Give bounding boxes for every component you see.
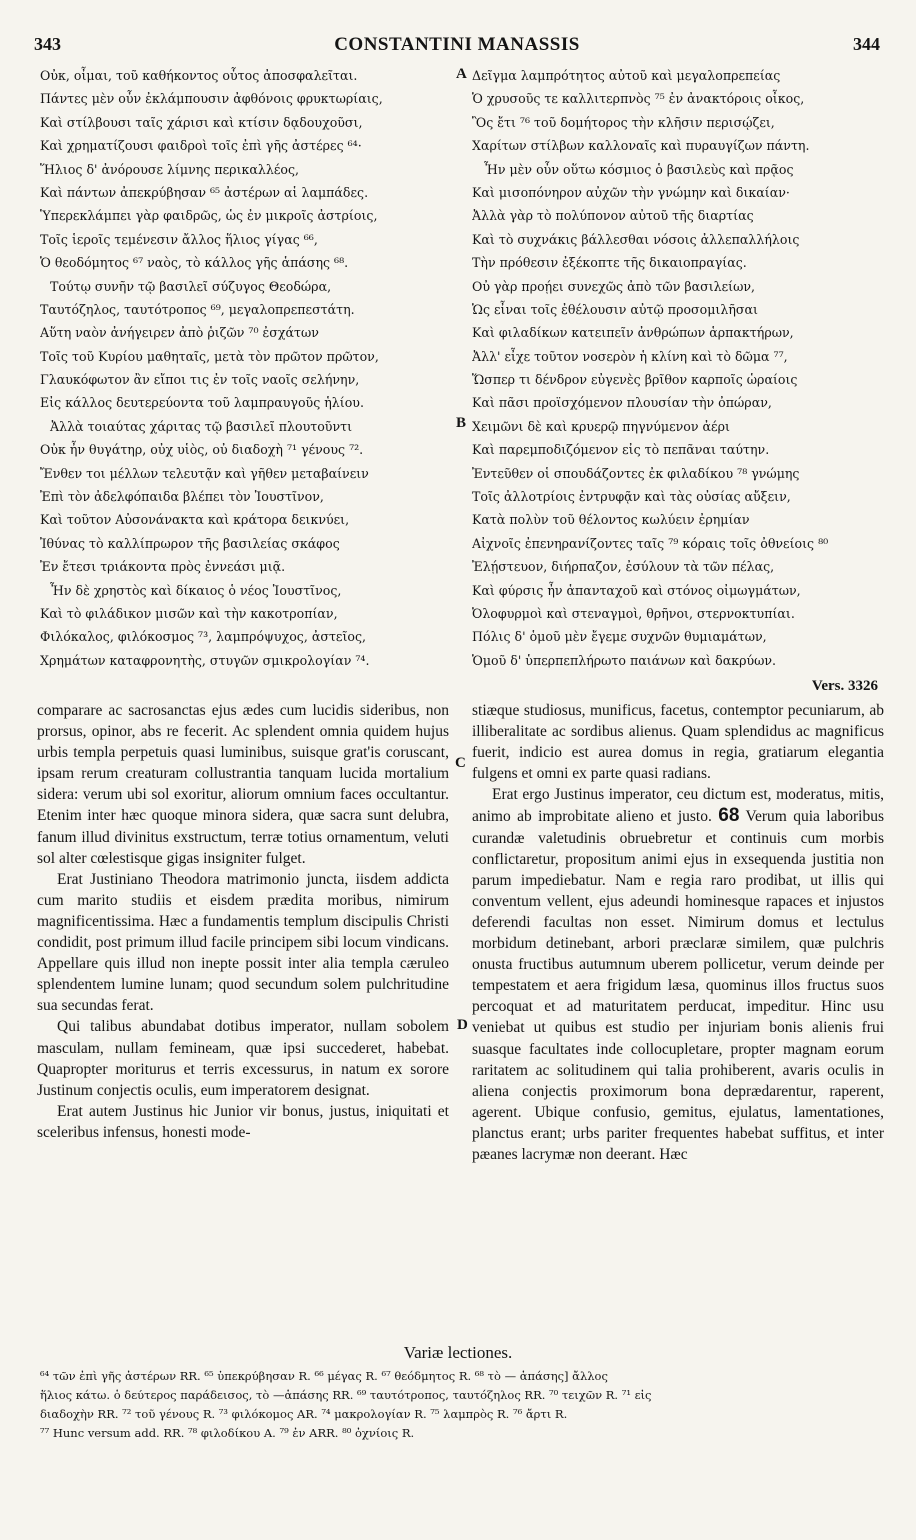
verse-line: Ὁ χρυσοῦς τε καλλιτερπνὸς ⁷⁵ ἐν ἀνακτόροις οἶκος, bbox=[472, 91, 805, 107]
verse-line: Οὐκ ἦν θυγάτηρ, οὐχ υἱὸς, οὐ διαδοχὴ ⁷¹ γένους ⁷². bbox=[40, 442, 364, 458]
verse-line: Ὡς εἶναι τοῖς ἐθέλουσιν αὐτῷ προσομιλῆσαι bbox=[472, 301, 758, 317]
verse-line: Ἐντεῦθεν οἱ σπουδάζοντες ἐκ φιλαδίκου ⁷⁸ γνώμης bbox=[472, 465, 800, 481]
verse-line: Ἔνθεν τοι μέλλων τελευτᾷν καὶ γῆθεν μεταβαίνειν bbox=[40, 465, 369, 481]
variae-lectiones-notes bbox=[40, 1367, 884, 1443]
section-marker-d: D bbox=[457, 1017, 468, 1033]
verse-line: Καὶ χρηματίζουσι φαιδροὶ τοῖς ἐπὶ γῆς ἀστέρες ⁶⁴· bbox=[40, 138, 362, 154]
verse-line: Φιλόκαλος, φιλόκοσμος ⁷³, λαμπρόψυχος, ἀστεῖος, bbox=[40, 629, 367, 645]
greek-verse-column-left bbox=[40, 64, 452, 672]
verse-line: Καὶ μισοπόνηρον αὐχῶν τὴν γνώμην καὶ δικαίαν· bbox=[472, 184, 790, 200]
verse-line: Τοῖς ἱεροῖς τεμένεσιν ἄλλος ἥλιος γίγας ⁶⁶, bbox=[40, 231, 318, 247]
verse-line: Ὥσπερ τι δένδρον εὐγενὲς βρῖθον καρποῖς ὡραίοις bbox=[472, 372, 798, 388]
verse-line: Καὶ πᾶσι προϊσχόμενον πλουσίαν τὴν ὀπώραν, bbox=[472, 395, 772, 411]
verse-count: Vers. 3326 bbox=[811, 678, 878, 694]
latin-text: Erat ergo Justinus imperator, ceu dictum est, moderatus, mitis, animo ab improbitate alieno et justo. bbox=[472, 786, 884, 826]
verse-line: Κατὰ πολὺν τοῦ θέλοντος κωλύειν ἐρημίαν bbox=[472, 512, 750, 528]
column-number: 68 bbox=[718, 805, 740, 827]
verse-line: Καὶ τοῦτον Αὐσονάνακτα καὶ κράτορα δεικνύει, bbox=[40, 512, 350, 528]
verse-line: Ἐν ἔτεσι τριάκοντα πρὸς ἐννεάσι μιᾷ. bbox=[40, 559, 286, 575]
latin-paragraph: Erat Justiniano Theodora matrimonio juncta, iisdem addicta cum marito studiis et eisdem prædita moribus, nimirum magnificentissima. Hæc a fundamentis templum discipulis Christi condidit, post primum illud facile principem sibi locum vindicans. Appellare quis illud non inepte possit inter alia templa cæruleo splendentem lumine lunam; quod secundum solem pulchritudine sua secundas ferat. bbox=[37, 870, 449, 1015]
running-title: CONSTANTINI MANASSIS bbox=[334, 34, 580, 55]
latin-paragraph bbox=[472, 784, 884, 1165]
verse-line: Τοῖς ἀλλοτρίοις ἐντρυφᾷν καὶ τὰς οὐσίας αὔξειν, bbox=[472, 489, 791, 505]
verse-line: Ἰθύνας τὸ καλλίπρωρον τῆς βασιλείας σκάφος bbox=[40, 535, 340, 551]
verse-line: Καὶ φιλαδίκων κατειπεῖν ἀνθρώπων ἁρπακτήρων, bbox=[472, 325, 794, 341]
verse-line: Καὶ φύρσις ἦν ἁπανταχοῦ καὶ στόνος οἰμωγμάτων, bbox=[472, 582, 801, 598]
verse-line: Χρημάτων καταφρονητὴς, στυγῶν σμικρολογίαν ⁷⁴. bbox=[40, 652, 370, 668]
verse-line: Πόλις δ' ὁμοῦ μὲν ἔγεμε συχνῶν θυμιαμάτων, bbox=[472, 629, 767, 645]
latin-paragraph: comparare ac sacrosanctas ejus ædes cum lucidis sideribus, non prorsus, opinor, abs re fecerit. Ac splendent omnia quidem hujus urbis templa perpetuis quasi luminibus, suisque grat'is coruscant, ipsam rerum creaturam collustrantia tanquam lucida mortalium sidera: verum ubi sol exoritur, aliorum omnium faces occultantur. Etenim inter hæc quoque minora sidera, quæ sacra sunt delubra, fanum illud divinitus exstructum, terræ totius ornamentum, veluti sol alter cœlestisque gigas insigniter fulget. bbox=[37, 702, 449, 867]
verse-line: Καὶ παρεμποδιζόμενον εἰς τὸ πεπᾶναι ταύτην. bbox=[472, 442, 770, 458]
section-marker-c: C bbox=[455, 755, 466, 771]
verse-line: Ὁμοῦ δ' ὑπερπεπλήρωτο παιάνων καὶ δακρύων. bbox=[472, 652, 777, 668]
verse-line: Ὑπερεκλάμπει γὰρ φαιδρῶς, ὡς ἐν μικροῖς ἀστρίοις, bbox=[40, 208, 378, 224]
verse-line: Καὶ τὸ συχνάκις βάλλεσθαι νόσοις ἀλλεπαλλήλοις bbox=[472, 231, 800, 247]
verse-line: Χαρίτων στίλβων καλλοναῖς καὶ πυραυγίζων πάντη. bbox=[472, 138, 810, 154]
verse-line: Ὁ θεοδόμητος ⁶⁷ ναὸς, τὸ κάλλος γῆς ἁπάσης ⁶⁸. bbox=[40, 255, 349, 271]
verse-line: Ταυτόζηλος, ταυτότροπος ⁶⁹, μεγαλοπρεπεστάτη. bbox=[40, 301, 355, 317]
verse-line: Τούτῳ συνῆν τῷ βασιλεῖ σύζυγος Θεοδώρα, bbox=[50, 278, 332, 294]
verse-line: Ἀλλὰ γὰρ τὸ πολύπονον αὐτοῦ τῆς διαρτίας bbox=[472, 208, 754, 224]
verse-line: Οὐ γὰρ προῄει συνεχῶς ἀπὸ τῶν βασιλείων, bbox=[472, 278, 756, 294]
latin-translation-column-right bbox=[472, 700, 884, 1165]
verse-line: Γλαυκόφωτον ἂν εἴποι τις ἐν τοῖς ναοῖς σελήνην, bbox=[40, 372, 360, 388]
verse-line: Καὶ πάντων ἀπεκρύβησαν ⁶⁵ ἀστέρων αἱ λαμπάδες. bbox=[40, 184, 369, 200]
verse-line: Ἥλιος δ' ἀνόρουσε λίμνης περικαλλέος, bbox=[40, 161, 300, 177]
latin-paragraph: Erat autem Justinus hic Junior vir bonus, justus, iniquitati et sceleribus infensus, honesti mode- bbox=[37, 1102, 449, 1141]
verse-line: Ἀλλὰ τοιαύτας χάριτας τῷ βασιλεῖ πλουτοῦντι bbox=[50, 418, 353, 434]
verse-line: Ὀλοφυρμοὶ καὶ στεναγμοὶ, θρῆνοι, στερνοκτυπίαι. bbox=[472, 605, 795, 621]
verse-line: Καὶ στίλβουσι ταῖς χάρισι καὶ κτίσιν δᾳδουχοῦσι, bbox=[40, 114, 363, 130]
verse-line: Πάντες μὲν οὖν ἐκλάμπουσιν ἀφθόνοις φρυκτωρίαις, bbox=[40, 91, 383, 107]
verse-line: Ἐπὶ τὸν ἀδελφόπαιδα βλέπει τὸν Ἰουστῖνον, bbox=[40, 489, 324, 505]
verse-line: Ἦν δὲ χρηστὸς καὶ δίκαιος ὁ νέος Ἰουστῖνος, bbox=[50, 582, 342, 598]
variant-reading-line: ἥλιος κάτω. ὁ δεύτερος παράδεισος, τὸ —ἁπάσης RR. ⁶⁹ ταυτότροπος, ταυτόζηλος RR. ⁷⁰ τειχῶν R. ⁷¹ εἰς bbox=[40, 1388, 652, 1402]
latin-translation-column-left bbox=[37, 700, 449, 1143]
verse-line: Ὃς ἔτι ⁷⁶ τοῦ δομήτορος τὴν κλῆσιν περισῴζει, bbox=[472, 114, 775, 130]
page-number-right: 344 bbox=[853, 34, 880, 54]
verse-line: Καὶ τὸ φιλάδικον μισῶν καὶ τὴν κακοτροπίαν, bbox=[40, 605, 338, 621]
verse-line: Δεῖγμα λαμπρότητος αὐτοῦ καὶ μεγαλοπρεπείας bbox=[472, 68, 781, 83]
verse-line: Τὴν πρόθεσιν ἐξέκοπτε τῆς δικαιοπραγίας. bbox=[472, 255, 747, 271]
verse-line: Εἰς κάλλος δευτερεύοντα τοῦ λαμπραυγοῦς ἡλίου. bbox=[40, 395, 364, 411]
verse-line: Τοῖς τοῦ Κυρίου μαθηταῖς, μετὰ τὸν πρῶτον πρῶτον, bbox=[40, 348, 379, 364]
section-marker-b: B bbox=[456, 415, 467, 431]
greek-verse-column-right bbox=[472, 64, 884, 672]
latin-paragraph: stiæque studiosus, munificus, facetus, contemptor pecuniarum, ab illiberalitate ac sordibus alienus. Quam splendidus ac magnificus fuerit, indicio est aurea domus in regia, gratiarum elegantia fulgens et omni ex parte quasi radians. bbox=[472, 702, 884, 783]
latin-paragraph: Qui talibus abundabat dotibus imperator, nullam sobolem masculam, nullam femineam, quæ ipsi succederet, habebat. Quapropter moriturus et terris excessurus, in natum ex sorore Justinum conjectis oculis, eum imperatorem designat. bbox=[37, 1018, 449, 1099]
variant-reading-line: ⁶⁴ τῶν ἐπὶ γῆς ἀστέρων RR. ⁶⁵ ὑπεκρύβησαν R. ⁶⁶ μέγας R. ⁶⁷ θεόδμητος R. ⁶⁸ τὸ — ἁπάσης] ἄλλος bbox=[40, 1369, 608, 1383]
page-header bbox=[34, 34, 880, 58]
variant-reading-line: διαδοχὴν RR. ⁷² τοῦ γένους R. ⁷³ φιλόκομος AR. ⁷⁴ μακρολογίαν R. ⁷⁵ λαμπρὸς R. ⁷⁶ ἄρτι R. bbox=[40, 1407, 568, 1421]
variae-lectiones-heading: Variæ lectiones. bbox=[403, 1343, 513, 1362]
verse-line: Ἦν μὲν οὖν οὕτω κόσμιος ὁ βασιλεὺς καὶ πρᾷος bbox=[484, 161, 794, 177]
verse-line: Ἐλῄστευον, διήρπαζον, ἐσύλουν τὰ τῶν πέλας, bbox=[472, 559, 775, 575]
verse-line: Ἀλλ' εἶχε τοῦτον νοσερὸν ἡ κλίνη καὶ τὸ δῶμα ⁷⁷, bbox=[472, 348, 788, 364]
verse-line: Αἰχνοῖς ἐπενηρανίζοντες ταῖς ⁷⁹ κόραις τοῖς ὀθνείοις ⁸⁰ bbox=[472, 535, 829, 551]
variant-reading-line: ⁷⁷ Hunc versum add. RR. ⁷⁸ φιλοδίκου A. ⁷⁹ ἐν ARR. ⁸⁰ ὀχνίοις R. bbox=[40, 1426, 415, 1440]
latin-text: Verum quia laboribus curandæ valetudinis obruebretur et continuis cum morbis conflictaretur, propositum animi ejus in exsequenda justitia non parum impediebatur. Nam e regia raro prodibat, ut illis qui conventum vellent, ejus adeundi hominesque rapaces et injustos deferendi facultas non esset. Nimirum domus et lectulus morbidum detinebant, arbori præclaræ similem, quæ pulchris onusta fructibus autumnum uberem pollicetur, verum deinde per tempestatem et aera frigidum læsa, quominus illos fructus suos percoquat et ad maturitatem perducat, impeditur. Hinc usu veniebat ut quibus est studio per injuriam bonis alienis frui suasque facultates inde collocupletare, propter magnam eorum raritatem ac solitudinem qui talia prohiberent, avaris oculis in aliena conjectis proximorum bona deprædarentur, raperent, agerent. Ubique confusio, gemitus, ejulatus, lamentationes, planctus erant; urbs pariter frequentes habebat suffitus, et inter pæanes lacrymæ non deerant. Hæc bbox=[472, 808, 884, 1163]
verse-line: Χειμῶνι δὲ καὶ κρυερῷ πηγνύμενον ἀέρι bbox=[472, 418, 730, 434]
verse-line: Αὕτη ναὸν ἀνήγειρεν ἀπὸ ῥιζῶν ⁷⁰ ἐσχάτων bbox=[40, 325, 319, 341]
verse-line: Οὐκ, οἶμαι, τοῦ καθήκοντος οὗτος ἀποσφαλεῖται. bbox=[40, 68, 358, 83]
page-number-left: 343 bbox=[34, 34, 61, 54]
section-marker-a: A bbox=[456, 66, 467, 82]
